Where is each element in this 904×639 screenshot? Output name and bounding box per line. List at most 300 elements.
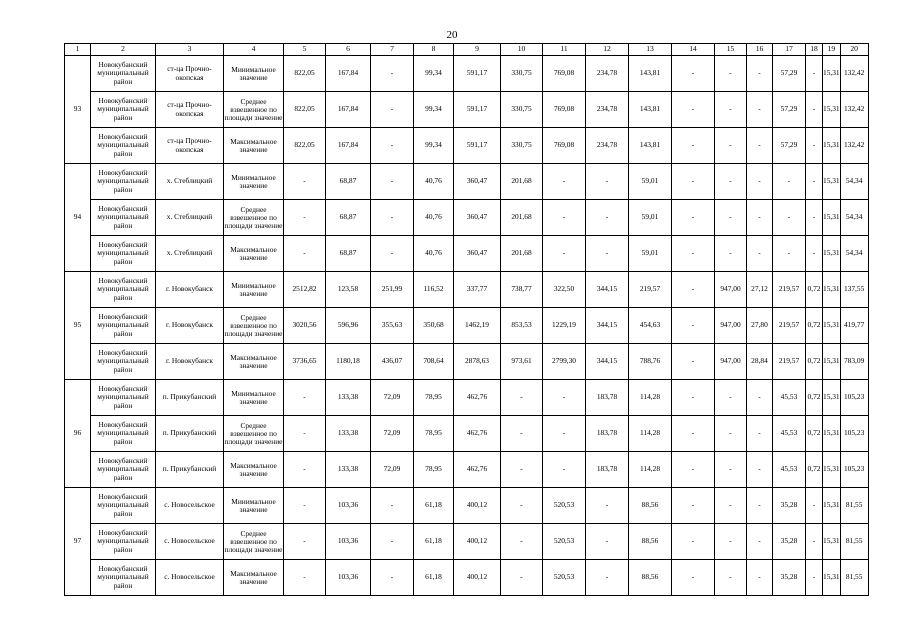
value-cell: -: [672, 308, 715, 344]
value-cell: 436,07: [371, 344, 414, 380]
settlement-cell: с. Новосельское: [156, 560, 224, 596]
value-cell: -: [747, 416, 773, 452]
value-cell: 330,75: [501, 92, 543, 128]
value-cell: -: [371, 200, 414, 236]
value-cell: -: [806, 200, 823, 236]
value-cell: -: [501, 452, 543, 488]
table-row: [65, 380, 869, 416]
district-cell: Новокубанский муниципальный район: [91, 560, 156, 596]
value-cell: 355,63: [371, 308, 414, 344]
value-cell: -: [543, 236, 586, 272]
value-cell: 15,31: [823, 308, 841, 344]
value-cell: -: [284, 452, 326, 488]
value-cell: 45,53: [773, 416, 806, 452]
table-row: [65, 344, 869, 380]
value-cell: 105,23: [840, 416, 868, 452]
value-cell: -: [284, 380, 326, 416]
value-cell: -: [543, 380, 586, 416]
value-cell: 72,09: [371, 416, 414, 452]
settlement-cell: х. Стеблицкий: [156, 200, 224, 236]
value-cell: 183,78: [586, 380, 629, 416]
value-cell: -: [715, 200, 747, 236]
value-cell: -: [806, 56, 823, 92]
value-cell: 143,81: [629, 56, 672, 92]
value-cell: -: [747, 236, 773, 272]
value-cell: -: [672, 380, 715, 416]
value-cell: -: [773, 164, 806, 200]
value-cell: 419,77: [840, 308, 868, 344]
column-header: 8: [414, 44, 454, 56]
value-cell: -: [672, 236, 715, 272]
group-number-cell: 96: [65, 380, 91, 488]
value-cell: -: [586, 524, 629, 560]
value-cell: 0,72: [806, 416, 823, 452]
value-cell: -: [672, 524, 715, 560]
value-cell: 591,17: [454, 92, 501, 128]
header-row: [65, 44, 869, 56]
value-cell: 40,76: [414, 236, 454, 272]
value-cell: 15,31: [823, 452, 841, 488]
settlement-cell: п. Прикубанский: [156, 380, 224, 416]
value-cell: 15,31: [823, 56, 841, 92]
value-cell: 132,42: [840, 92, 868, 128]
value-cell: 783,09: [840, 344, 868, 380]
value-cell: 167,84: [326, 128, 371, 164]
table-row: [65, 272, 869, 308]
value-cell: 219,57: [773, 272, 806, 308]
table-row: [65, 488, 869, 524]
value-cell: -: [715, 488, 747, 524]
value-cell: -: [747, 524, 773, 560]
value-cell: 591,17: [454, 128, 501, 164]
value-cell: 78,95: [414, 416, 454, 452]
value-cell: -: [747, 56, 773, 92]
value-cell: 738,77: [501, 272, 543, 308]
value-cell: 350,68: [414, 308, 454, 344]
value-cell: 344,15: [586, 272, 629, 308]
value-cell: -: [501, 488, 543, 524]
value-cell: 947,00: [715, 308, 747, 344]
value-cell: 947,00: [715, 344, 747, 380]
district-cell: Новокубанский муниципальный район: [91, 308, 156, 344]
value-cell: -: [773, 200, 806, 236]
column-header: 14: [672, 44, 715, 56]
column-header: 15: [715, 44, 747, 56]
value-cell: 201,68: [501, 164, 543, 200]
value-cell: 68,87: [326, 236, 371, 272]
value-type-cell: Минимальное значение: [224, 380, 284, 416]
value-cell: 788,76: [629, 344, 672, 380]
district-cell: Новокубанский муниципальный район: [91, 200, 156, 236]
value-cell: 57,29: [773, 92, 806, 128]
value-cell: 54,34: [840, 164, 868, 200]
column-header: 2: [91, 44, 156, 56]
value-cell: 322,50: [543, 272, 586, 308]
settlement-cell: х. Стеблицкий: [156, 236, 224, 272]
value-type-cell: Среднее взвешенное по площади значение: [224, 308, 284, 344]
value-cell: 15,31: [823, 128, 841, 164]
value-type-cell: Среднее взвешенное по площади значение: [224, 416, 284, 452]
value-cell: 0,72: [806, 308, 823, 344]
value-cell: 103,36: [326, 524, 371, 560]
settlement-cell: ст-ца Прочно-окопская: [156, 128, 224, 164]
value-cell: 99,34: [414, 56, 454, 92]
value-cell: -: [806, 488, 823, 524]
value-cell: -: [747, 380, 773, 416]
value-cell: -: [586, 560, 629, 596]
value-cell: 81,55: [840, 560, 868, 596]
value-type-cell: Среднее взвешенное по площади значение: [224, 92, 284, 128]
district-cell: Новокубанский муниципальный район: [91, 164, 156, 200]
value-cell: -: [672, 200, 715, 236]
district-cell: Новокубанский муниципальный район: [91, 56, 156, 92]
data-table: [64, 43, 869, 596]
value-cell: 133,38: [326, 416, 371, 452]
table-body: [65, 44, 869, 596]
value-cell: 15,31: [823, 344, 841, 380]
value-cell: 2512,82: [284, 272, 326, 308]
value-cell: 114,28: [629, 380, 672, 416]
value-cell: -: [715, 236, 747, 272]
value-cell: 99,34: [414, 128, 454, 164]
value-cell: 454,63: [629, 308, 672, 344]
group-number-cell: 95: [65, 272, 91, 380]
value-cell: -: [371, 92, 414, 128]
value-cell: 35,28: [773, 488, 806, 524]
district-cell: Новокубанский муниципальный район: [91, 344, 156, 380]
value-cell: 15,31: [823, 524, 841, 560]
value-cell: -: [371, 56, 414, 92]
value-cell: -: [672, 92, 715, 128]
value-cell: 103,36: [326, 488, 371, 524]
value-type-cell: Минимальное значение: [224, 272, 284, 308]
column-header: 5: [284, 44, 326, 56]
value-cell: -: [747, 488, 773, 524]
value-cell: 251,99: [371, 272, 414, 308]
settlement-cell: ст-ца Прочно-окопская: [156, 56, 224, 92]
group-number-cell: 97: [65, 488, 91, 596]
value-cell: -: [672, 452, 715, 488]
value-cell: -: [371, 560, 414, 596]
district-cell: Новокубанский муниципальный район: [91, 128, 156, 164]
value-cell: 822,05: [284, 56, 326, 92]
value-type-cell: Минимальное значение: [224, 56, 284, 92]
value-cell: 167,84: [326, 92, 371, 128]
district-cell: Новокубанский муниципальный район: [91, 524, 156, 560]
settlement-cell: п. Прикубанский: [156, 416, 224, 452]
value-cell: 59,01: [629, 200, 672, 236]
value-cell: 78,95: [414, 380, 454, 416]
value-cell: 54,34: [840, 200, 868, 236]
column-header: 17: [773, 44, 806, 56]
value-cell: -: [284, 236, 326, 272]
value-cell: 0,72: [806, 344, 823, 380]
value-cell: 2799,30: [543, 344, 586, 380]
value-type-cell: Минимальное значение: [224, 488, 284, 524]
value-cell: 973,61: [501, 344, 543, 380]
value-cell: 133,38: [326, 452, 371, 488]
value-cell: -: [284, 416, 326, 452]
value-cell: 769,08: [543, 56, 586, 92]
value-cell: 61,18: [414, 560, 454, 596]
value-cell: 708,64: [414, 344, 454, 380]
value-cell: 54,34: [840, 236, 868, 272]
value-cell: -: [672, 272, 715, 308]
column-header: 1: [65, 44, 91, 56]
value-type-cell: Максимальное значение: [224, 344, 284, 380]
value-cell: 219,57: [773, 344, 806, 380]
value-cell: -: [773, 236, 806, 272]
district-cell: Новокубанский муниципальный район: [91, 488, 156, 524]
value-cell: -: [543, 452, 586, 488]
settlement-cell: ст-ца Прочно-окопская: [156, 92, 224, 128]
value-type-cell: Максимальное значение: [224, 128, 284, 164]
value-type-cell: Среднее взвешенное по площади значение: [224, 524, 284, 560]
column-header: 16: [747, 44, 773, 56]
value-cell: -: [543, 164, 586, 200]
page-number: 20: [446, 29, 458, 41]
table-row: [65, 200, 869, 236]
value-cell: 59,01: [629, 236, 672, 272]
value-cell: -: [586, 164, 629, 200]
column-header: 13: [629, 44, 672, 56]
value-cell: 27,80: [747, 308, 773, 344]
value-cell: 132,42: [840, 128, 868, 164]
settlement-cell: г. Новокубанск: [156, 272, 224, 308]
value-cell: 591,17: [454, 56, 501, 92]
value-cell: 234,78: [586, 56, 629, 92]
value-cell: 769,08: [543, 128, 586, 164]
table-row: [65, 308, 869, 344]
value-cell: -: [672, 416, 715, 452]
value-cell: 114,28: [629, 416, 672, 452]
value-cell: -: [806, 92, 823, 128]
value-cell: 400,12: [454, 560, 501, 596]
value-cell: 15,31: [823, 560, 841, 596]
value-cell: -: [284, 488, 326, 524]
column-header: 6: [326, 44, 371, 56]
settlement-cell: п. Прикубанский: [156, 452, 224, 488]
value-cell: 81,55: [840, 488, 868, 524]
column-header: 3: [156, 44, 224, 56]
value-cell: 15,31: [823, 164, 841, 200]
value-cell: -: [543, 416, 586, 452]
value-cell: -: [672, 128, 715, 164]
value-cell: 40,76: [414, 200, 454, 236]
value-cell: 462,76: [454, 452, 501, 488]
value-cell: 167,84: [326, 56, 371, 92]
value-cell: 0,72: [806, 452, 823, 488]
value-cell: 0,72: [806, 272, 823, 308]
district-cell: Новокубанский муниципальный район: [91, 272, 156, 308]
value-cell: 15,31: [823, 200, 841, 236]
value-cell: 360,47: [454, 200, 501, 236]
group-number-cell: 94: [65, 164, 91, 272]
value-cell: 72,09: [371, 380, 414, 416]
value-cell: 105,23: [840, 380, 868, 416]
value-cell: 59,01: [629, 164, 672, 200]
value-cell: 15,31: [823, 416, 841, 452]
value-cell: 234,78: [586, 128, 629, 164]
value-cell: 201,68: [501, 200, 543, 236]
value-cell: -: [806, 560, 823, 596]
value-cell: -: [672, 56, 715, 92]
value-cell: -: [715, 524, 747, 560]
value-cell: 116,52: [414, 272, 454, 308]
district-cell: Новокубанский муниципальный район: [91, 380, 156, 416]
value-cell: -: [715, 560, 747, 596]
column-header: 10: [501, 44, 543, 56]
value-cell: -: [371, 524, 414, 560]
value-cell: 57,29: [773, 56, 806, 92]
settlement-cell: г. Новокубанск: [156, 308, 224, 344]
district-cell: Новокубанский муниципальный район: [91, 416, 156, 452]
value-cell: -: [715, 56, 747, 92]
value-cell: -: [371, 128, 414, 164]
settlement-cell: х. Стеблицкий: [156, 164, 224, 200]
value-cell: -: [371, 236, 414, 272]
value-type-cell: Максимальное значение: [224, 452, 284, 488]
value-cell: -: [501, 560, 543, 596]
value-cell: -: [501, 380, 543, 416]
table-row: [65, 92, 869, 128]
value-cell: 35,28: [773, 560, 806, 596]
value-cell: -: [715, 380, 747, 416]
value-cell: 103,36: [326, 560, 371, 596]
value-cell: 360,47: [454, 236, 501, 272]
value-cell: 45,53: [773, 380, 806, 416]
value-cell: -: [284, 164, 326, 200]
value-cell: -: [586, 236, 629, 272]
value-cell: 520,53: [543, 488, 586, 524]
value-cell: -: [715, 128, 747, 164]
value-cell: 183,78: [586, 452, 629, 488]
value-cell: 234,78: [586, 92, 629, 128]
value-cell: -: [672, 344, 715, 380]
value-cell: 1180,18: [326, 344, 371, 380]
table-row: [65, 236, 869, 272]
column-header: 11: [543, 44, 586, 56]
value-cell: -: [747, 200, 773, 236]
value-cell: 596,96: [326, 308, 371, 344]
value-cell: -: [806, 164, 823, 200]
value-cell: 822,05: [284, 92, 326, 128]
table-row: [65, 524, 869, 560]
value-type-cell: Среднее взвешенное по площади значение: [224, 200, 284, 236]
value-cell: -: [806, 128, 823, 164]
value-cell: 1462,19: [454, 308, 501, 344]
table-row: [65, 452, 869, 488]
value-cell: 123,58: [326, 272, 371, 308]
value-cell: 400,12: [454, 524, 501, 560]
value-cell: -: [747, 452, 773, 488]
value-cell: -: [806, 236, 823, 272]
value-cell: 88,56: [629, 560, 672, 596]
value-cell: 330,75: [501, 128, 543, 164]
value-cell: -: [747, 164, 773, 200]
value-cell: 132,42: [840, 56, 868, 92]
value-cell: 72,09: [371, 452, 414, 488]
district-cell: Новокубанский муниципальный район: [91, 92, 156, 128]
value-cell: 344,15: [586, 344, 629, 380]
value-cell: -: [672, 560, 715, 596]
value-cell: 15,31: [823, 236, 841, 272]
value-cell: 114,28: [629, 452, 672, 488]
value-cell: 1229,19: [543, 308, 586, 344]
value-cell: -: [806, 524, 823, 560]
group-number-cell: 93: [65, 56, 91, 164]
value-cell: 143,81: [629, 92, 672, 128]
value-cell: 462,76: [454, 380, 501, 416]
value-cell: 105,23: [840, 452, 868, 488]
value-cell: 520,53: [543, 560, 586, 596]
value-cell: 99,34: [414, 92, 454, 128]
value-cell: 78,95: [414, 452, 454, 488]
value-cell: -: [747, 128, 773, 164]
value-cell: 219,57: [773, 308, 806, 344]
column-header: 4: [224, 44, 284, 56]
value-cell: 462,76: [454, 416, 501, 452]
column-header: 7: [371, 44, 414, 56]
table-row: [65, 128, 869, 164]
value-cell: 3736,65: [284, 344, 326, 380]
value-cell: -: [672, 164, 715, 200]
value-cell: -: [543, 200, 586, 236]
value-cell: -: [284, 560, 326, 596]
district-cell: Новокубанский муниципальный район: [91, 452, 156, 488]
value-cell: 68,87: [326, 200, 371, 236]
value-cell: -: [501, 416, 543, 452]
value-cell: -: [501, 524, 543, 560]
table-row: [65, 416, 869, 452]
column-header: 19: [823, 44, 841, 56]
value-type-cell: Максимальное значение: [224, 560, 284, 596]
value-cell: -: [715, 416, 747, 452]
value-cell: 219,57: [629, 272, 672, 308]
value-cell: -: [371, 164, 414, 200]
value-cell: -: [586, 488, 629, 524]
value-cell: 3020,56: [284, 308, 326, 344]
table-row: [65, 560, 869, 596]
value-cell: 137,55: [840, 272, 868, 308]
value-cell: 61,18: [414, 488, 454, 524]
value-cell: 400,12: [454, 488, 501, 524]
value-cell: 40,76: [414, 164, 454, 200]
value-cell: 88,56: [629, 488, 672, 524]
value-cell: 520,53: [543, 524, 586, 560]
value-cell: -: [371, 488, 414, 524]
value-cell: 337,77: [454, 272, 501, 308]
value-cell: 45,53: [773, 452, 806, 488]
value-cell: 35,28: [773, 524, 806, 560]
value-cell: -: [715, 164, 747, 200]
value-cell: -: [586, 200, 629, 236]
value-type-cell: Максимальное значение: [224, 236, 284, 272]
value-cell: 201,68: [501, 236, 543, 272]
value-cell: 183,78: [586, 416, 629, 452]
value-cell: 28,84: [747, 344, 773, 380]
value-cell: 57,29: [773, 128, 806, 164]
value-cell: 15,31: [823, 380, 841, 416]
value-cell: 15,31: [823, 92, 841, 128]
value-cell: 2878,63: [454, 344, 501, 380]
value-cell: -: [284, 200, 326, 236]
settlement-cell: г. Новокубанск: [156, 344, 224, 380]
value-cell: 947,00: [715, 272, 747, 308]
column-header: 18: [806, 44, 823, 56]
value-cell: 0,72: [806, 380, 823, 416]
value-cell: 344,15: [586, 308, 629, 344]
